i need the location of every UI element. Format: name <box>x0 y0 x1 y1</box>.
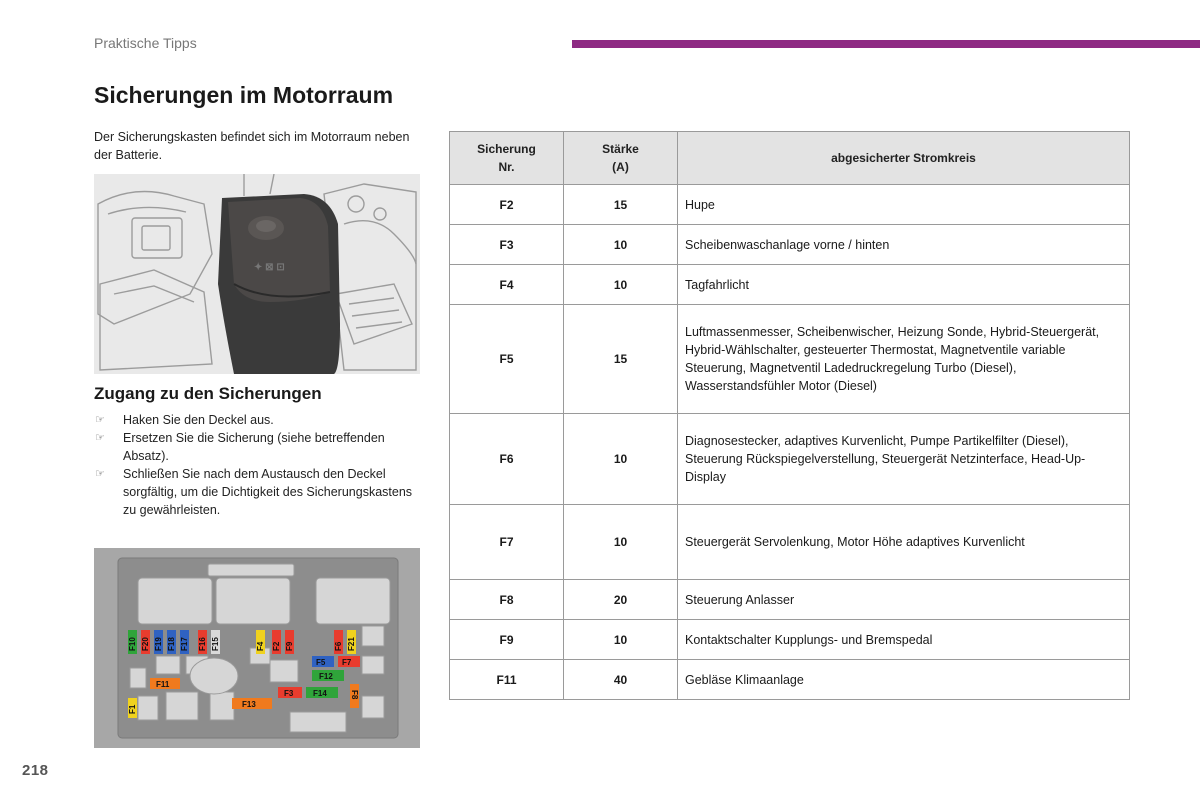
pointing-hand-icon: ☞ <box>95 414 105 426</box>
header-amperage: Stärke (A) <box>564 132 678 185</box>
svg-text:F16: F16 <box>198 637 207 651</box>
fuse-amp-cell: 15 <box>564 305 678 414</box>
fuse-amp-cell: 10 <box>564 225 678 265</box>
fuse-circuit-cell: Kontaktschalter Kupplungs- und Bremspedal <box>678 620 1130 660</box>
fuse-circuit-cell: Scheibenwaschanlage vorne / hinten <box>678 225 1130 265</box>
svg-text:F20: F20 <box>141 637 150 651</box>
access-step <box>94 465 424 519</box>
table-row <box>450 265 1130 305</box>
svg-text:F1: F1 <box>128 704 137 714</box>
pointing-hand-icon: ☞ <box>95 432 105 444</box>
table-row <box>450 185 1130 225</box>
table-row <box>450 620 1130 660</box>
svg-text:F5: F5 <box>316 658 326 667</box>
table-header-row <box>450 132 1130 185</box>
fuse-table <box>449 131 1130 700</box>
fuse-box-cover <box>218 194 340 374</box>
svg-text:F19: F19 <box>154 637 163 651</box>
svg-text:F17: F17 <box>180 637 189 651</box>
fuse-id-cell: F4 <box>450 265 564 305</box>
svg-text:F10: F10 <box>128 637 137 651</box>
fuse-id-cell: F7 <box>450 505 564 580</box>
fuse-circuit-cell: Gebläse Klimaanlage <box>678 660 1130 700</box>
access-step <box>94 429 424 465</box>
table-row <box>450 580 1130 620</box>
table-row <box>450 505 1130 580</box>
fuse-circuit-cell: Steuergerät Servolenkung, Motor Höhe adaptives Kurvenlicht <box>678 505 1130 580</box>
access-step-text: Schließen Sie nach dem Austausch den Deckel sorgfältig, um die Dichtigkeit des Sicherungskastens zu gewährleisten. <box>123 467 413 517</box>
svg-text:F18: F18 <box>167 637 176 651</box>
fuse-id-cell: F2 <box>450 185 564 225</box>
fuse-box-diagram <box>94 548 420 748</box>
svg-text:F12: F12 <box>319 672 333 681</box>
fuse-id-cell: F3 <box>450 225 564 265</box>
fuse-amp-cell: 20 <box>564 580 678 620</box>
fuse-amp-cell: 10 <box>564 505 678 580</box>
fuse-id-cell: F9 <box>450 620 564 660</box>
section-accent-bar <box>572 40 1200 48</box>
svg-text:F11: F11 <box>156 680 170 689</box>
table-row <box>450 660 1130 700</box>
svg-text:✦ ⊠ ⊡: ✦ ⊠ ⊡ <box>254 262 285 273</box>
svg-text:F21: F21 <box>347 637 356 651</box>
header-fuse-number: Sicherung Nr. <box>450 132 564 185</box>
fuse-amp-cell: 10 <box>564 265 678 305</box>
access-step-text: Haken Sie den Deckel aus. <box>123 413 274 427</box>
fuse-amp-cell: 10 <box>564 414 678 505</box>
section-label: Praktische Tipps <box>94 35 197 51</box>
access-section-title: Zugang zu den Sicherungen <box>94 384 322 403</box>
svg-text:F8: F8 <box>350 690 359 700</box>
svg-text:F4: F4 <box>256 641 265 651</box>
access-steps-list <box>94 411 424 519</box>
fuse-circuit-cell: Luftmassenmesser, Scheibenwischer, Heizung Sonde, Hybrid-Steuergerät, Hybrid-Wählschalter, gesteuerter Thermostat, Magnetventile variable Steuerung, Magnetventil Ladedruckregelung Turbo (Diesel), Wasserstandsfühler Motor (Diesel) <box>678 305 1130 414</box>
pointing-hand-icon: ☞ <box>95 468 105 480</box>
access-step <box>94 411 424 429</box>
intro-text: Der Sicherungskasten befindet sich im Motorraum neben der Batterie. <box>94 130 410 162</box>
svg-text:F3: F3 <box>284 689 294 698</box>
svg-text:F15: F15 <box>211 637 220 651</box>
svg-text:F2: F2 <box>272 641 281 651</box>
fuse-circuit-cell: Diagnosestecker, adaptives Kurvenlicht, Pumpe Partikelfilter (Diesel), Steuerung Rückspiegelverstellung, Steuergerät Netzinterface, Head-Up-Display <box>678 414 1130 505</box>
svg-text:F13: F13 <box>242 700 256 709</box>
svg-text:F7: F7 <box>342 658 352 667</box>
table-row <box>450 305 1130 414</box>
fuse-id-cell: F11 <box>450 660 564 700</box>
fuse-id-cell: F5 <box>450 305 564 414</box>
fuse-amp-cell: 40 <box>564 660 678 700</box>
table-row <box>450 225 1130 265</box>
table-row <box>450 414 1130 505</box>
fuse-id-cell: F6 <box>450 414 564 505</box>
fuse-amp-cell: 15 <box>564 185 678 225</box>
engine-bay-illustration <box>94 174 420 374</box>
svg-text:F9: F9 <box>285 641 294 651</box>
fuse-circuit-cell: Steuerung Anlasser <box>678 580 1130 620</box>
svg-text:F6: F6 <box>334 641 343 651</box>
page-number: 218 <box>22 762 49 779</box>
svg-text:F14: F14 <box>313 689 327 698</box>
page-title: Sicherungen im Motorraum <box>94 82 394 108</box>
fuse-circuit-cell: Hupe <box>678 185 1130 225</box>
fuse-id-cell: F8 <box>450 580 564 620</box>
header-circuit: abgesicherter Stromkreis <box>678 132 1130 185</box>
access-step-text: Ersetzen Sie die Sicherung (siehe betreffenden Absatz). <box>123 431 385 463</box>
fuse-circuit-cell: Tagfahrlicht <box>678 265 1130 305</box>
fuse-amp-cell: 10 <box>564 620 678 660</box>
